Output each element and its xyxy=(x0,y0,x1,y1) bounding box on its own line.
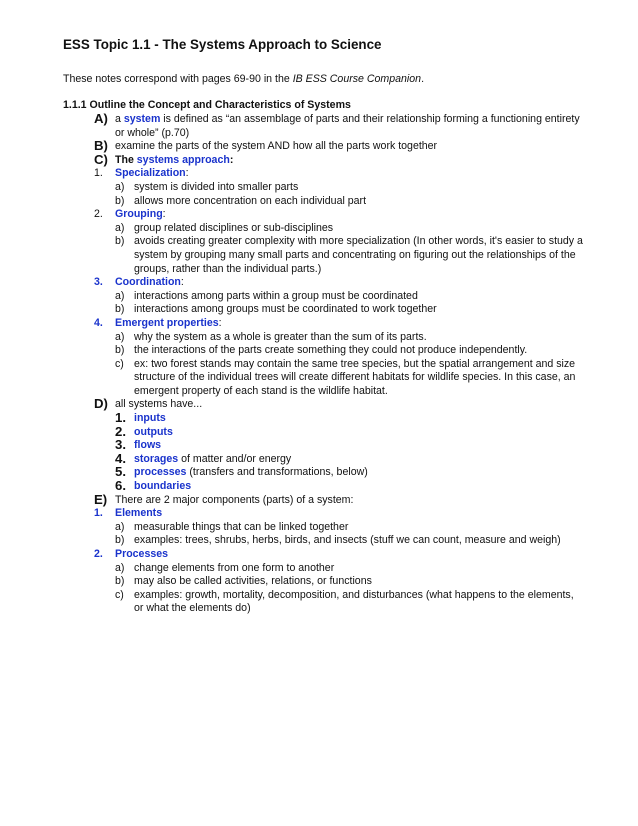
term-system: system xyxy=(123,113,161,125)
sub-marker: b) xyxy=(115,194,125,207)
list-item-emergent-properties xyxy=(0,317,638,331)
intro-end: . xyxy=(421,73,425,85)
section-heading: 1.1.1 Outline the Concept and Characteristics of Systems xyxy=(63,99,351,111)
sub-text-post: of matter and/or energy xyxy=(178,452,292,465)
sub-text: system is divided into smaller parts xyxy=(134,180,299,193)
sub-marker: a) xyxy=(115,289,125,302)
item-marker: 1. xyxy=(94,167,103,180)
sub-marker: b) xyxy=(115,303,125,316)
item-text xyxy=(115,276,585,290)
sub-marker: a) xyxy=(115,330,125,343)
sub-item-storages xyxy=(0,450,638,467)
item-marker: C) xyxy=(94,151,108,167)
item-marker: 2. xyxy=(94,208,103,221)
item-text xyxy=(115,167,585,181)
term-inputs: inputs xyxy=(134,412,166,425)
list-item-grouping xyxy=(0,208,638,222)
sub-item-processes xyxy=(0,466,638,480)
sub-text xyxy=(134,480,586,494)
sub-text xyxy=(134,426,586,440)
sub-marker: c) xyxy=(115,357,124,370)
item-text xyxy=(115,113,585,140)
term-specialization: Specialization xyxy=(115,167,186,180)
list-item-d xyxy=(0,398,638,412)
sub-marker: 5. xyxy=(115,464,126,480)
sub-text: allows more concentration on each individual part xyxy=(134,194,367,207)
sub-marker: a) xyxy=(115,180,125,193)
sub-text xyxy=(134,412,586,426)
sub-text: avoids creating greater complexity with more specialization (In other words, it's easier to study a system by grouping many small parts and concentrating on figuring out the relationships of the groups, rather than the individual parts.) xyxy=(134,235,583,275)
sub-text-post: (transfers and transformations, below) xyxy=(186,466,368,479)
list-item-elements xyxy=(0,507,638,521)
term-flows: flows xyxy=(134,439,162,452)
sub-item xyxy=(0,195,638,209)
page-title: ESS Topic 1.1 - The Systems Approach to Science xyxy=(63,37,382,52)
sub-text: interactions among groups must be coordinated to work together xyxy=(134,303,437,316)
item-text xyxy=(115,154,585,168)
item-text-post: : xyxy=(180,276,184,289)
sub-text: interactions among parts within a group must be coordinated xyxy=(134,289,418,302)
list-item-a xyxy=(0,113,638,140)
item-text-post: : xyxy=(185,167,189,180)
sub-item xyxy=(0,562,638,576)
sub-marker: a) xyxy=(115,561,125,574)
sub-item-outputs xyxy=(0,423,638,440)
item-text: examine the parts of the system AND how all the parts work together xyxy=(115,140,438,153)
sub-marker: 4. xyxy=(115,450,126,466)
sub-text: why the system as a whole is greater than the sum of its parts. xyxy=(134,330,427,343)
sub-marker: 2. xyxy=(115,423,126,439)
sub-marker: 3. xyxy=(115,437,126,453)
sub-item xyxy=(0,534,638,548)
item-text-pre: The xyxy=(115,153,137,166)
sub-marker: c) xyxy=(115,588,124,601)
sub-marker: 1. xyxy=(115,410,126,426)
item-marker: A) xyxy=(94,111,108,126)
sub-text: ex: two forest stands may contain the same tree species, but the spatial arrangement and size structure of the individual trees will create different habitats for wildlife species. In this case, an emergent property of each stand is the wildlife habitat. xyxy=(134,357,576,397)
sub-item xyxy=(0,521,638,535)
sub-text: examples: trees, shrubs, herbs, birds, and insects (stuff we can count, measure and weigh) xyxy=(134,534,561,547)
list-item-coordination xyxy=(0,276,638,290)
list-item-e xyxy=(0,491,638,508)
intro-paragraph xyxy=(63,73,424,87)
item-marker: 1. xyxy=(94,507,103,520)
term-grouping: Grouping xyxy=(115,208,163,221)
sub-text: measurable things that can be linked together xyxy=(134,520,349,533)
book-title: IB ESS Course Companion xyxy=(292,73,422,85)
item-text xyxy=(115,208,585,222)
sub-marker: b) xyxy=(115,575,125,588)
sub-text xyxy=(134,453,586,467)
term-processes: processes xyxy=(134,466,187,479)
item-marker: E) xyxy=(94,491,108,507)
sub-item xyxy=(0,344,638,358)
item-marker: B) xyxy=(94,138,108,154)
term-processes-heading: Processes xyxy=(115,548,169,560)
intro-text: These notes correspond with pages 69-90 in the xyxy=(63,73,293,85)
list-item-processes xyxy=(0,548,638,562)
notes-list xyxy=(0,113,638,616)
sub-item xyxy=(0,331,638,345)
sub-text: may also be called activities, relations, or functions xyxy=(134,575,372,588)
sub-text xyxy=(134,466,586,480)
item-text: all systems have... xyxy=(115,398,203,411)
sub-marker: b) xyxy=(115,534,125,547)
list-item-specialization xyxy=(0,167,638,181)
item-text-post: : xyxy=(229,153,234,166)
item-text-post: : xyxy=(162,208,166,221)
sub-marker: a) xyxy=(115,520,125,533)
item-marker: 2. xyxy=(94,548,103,560)
sub-item xyxy=(0,358,638,399)
item-text-post: is defined as “an assemblage of parts and their relationship forming a functioning entirety or whole” (p.70) xyxy=(115,113,580,139)
sub-item xyxy=(0,222,638,236)
sub-marker: a) xyxy=(115,221,125,234)
sub-marker: b) xyxy=(115,235,125,248)
term-storages: storages xyxy=(134,452,179,465)
sub-marker: b) xyxy=(115,344,125,357)
item-marker: 3. xyxy=(94,276,103,289)
sub-text: group related disciplines or sub-disciplines xyxy=(134,221,334,234)
sub-text: examples: growth, mortality, decomposition, and disturbances (what happens to the elements, or what the elements do) xyxy=(134,588,574,615)
term-elements: Elements xyxy=(115,507,163,520)
list-item-c xyxy=(0,151,638,168)
sub-item xyxy=(0,303,638,317)
term-systems-approach: systems approach xyxy=(136,153,230,166)
sub-text xyxy=(134,439,586,453)
item-text xyxy=(115,317,585,331)
term-boundaries: boundaries xyxy=(134,480,192,493)
sub-item xyxy=(0,235,638,276)
item-marker: 4. xyxy=(94,316,103,329)
sub-text: change elements from one form to another xyxy=(134,561,335,574)
item-text-pre: a xyxy=(115,113,124,125)
term-outputs: outputs xyxy=(134,425,173,438)
sub-item xyxy=(0,575,638,589)
sub-item-inputs xyxy=(0,412,638,426)
sub-item xyxy=(0,181,638,195)
item-text-post: : xyxy=(218,316,222,329)
term-emergent-properties: Emergent properties xyxy=(115,316,219,329)
item-marker: D) xyxy=(94,396,108,412)
sub-text: the interactions of the parts create something they could not produce independently. xyxy=(134,344,528,357)
sub-marker: 6. xyxy=(115,478,126,494)
item-text: There are 2 major components (parts) of a system: xyxy=(115,493,354,506)
sub-item xyxy=(0,589,638,616)
term-coordination: Coordination xyxy=(115,276,181,289)
sub-item-flows xyxy=(0,439,638,453)
sub-item xyxy=(0,290,638,304)
